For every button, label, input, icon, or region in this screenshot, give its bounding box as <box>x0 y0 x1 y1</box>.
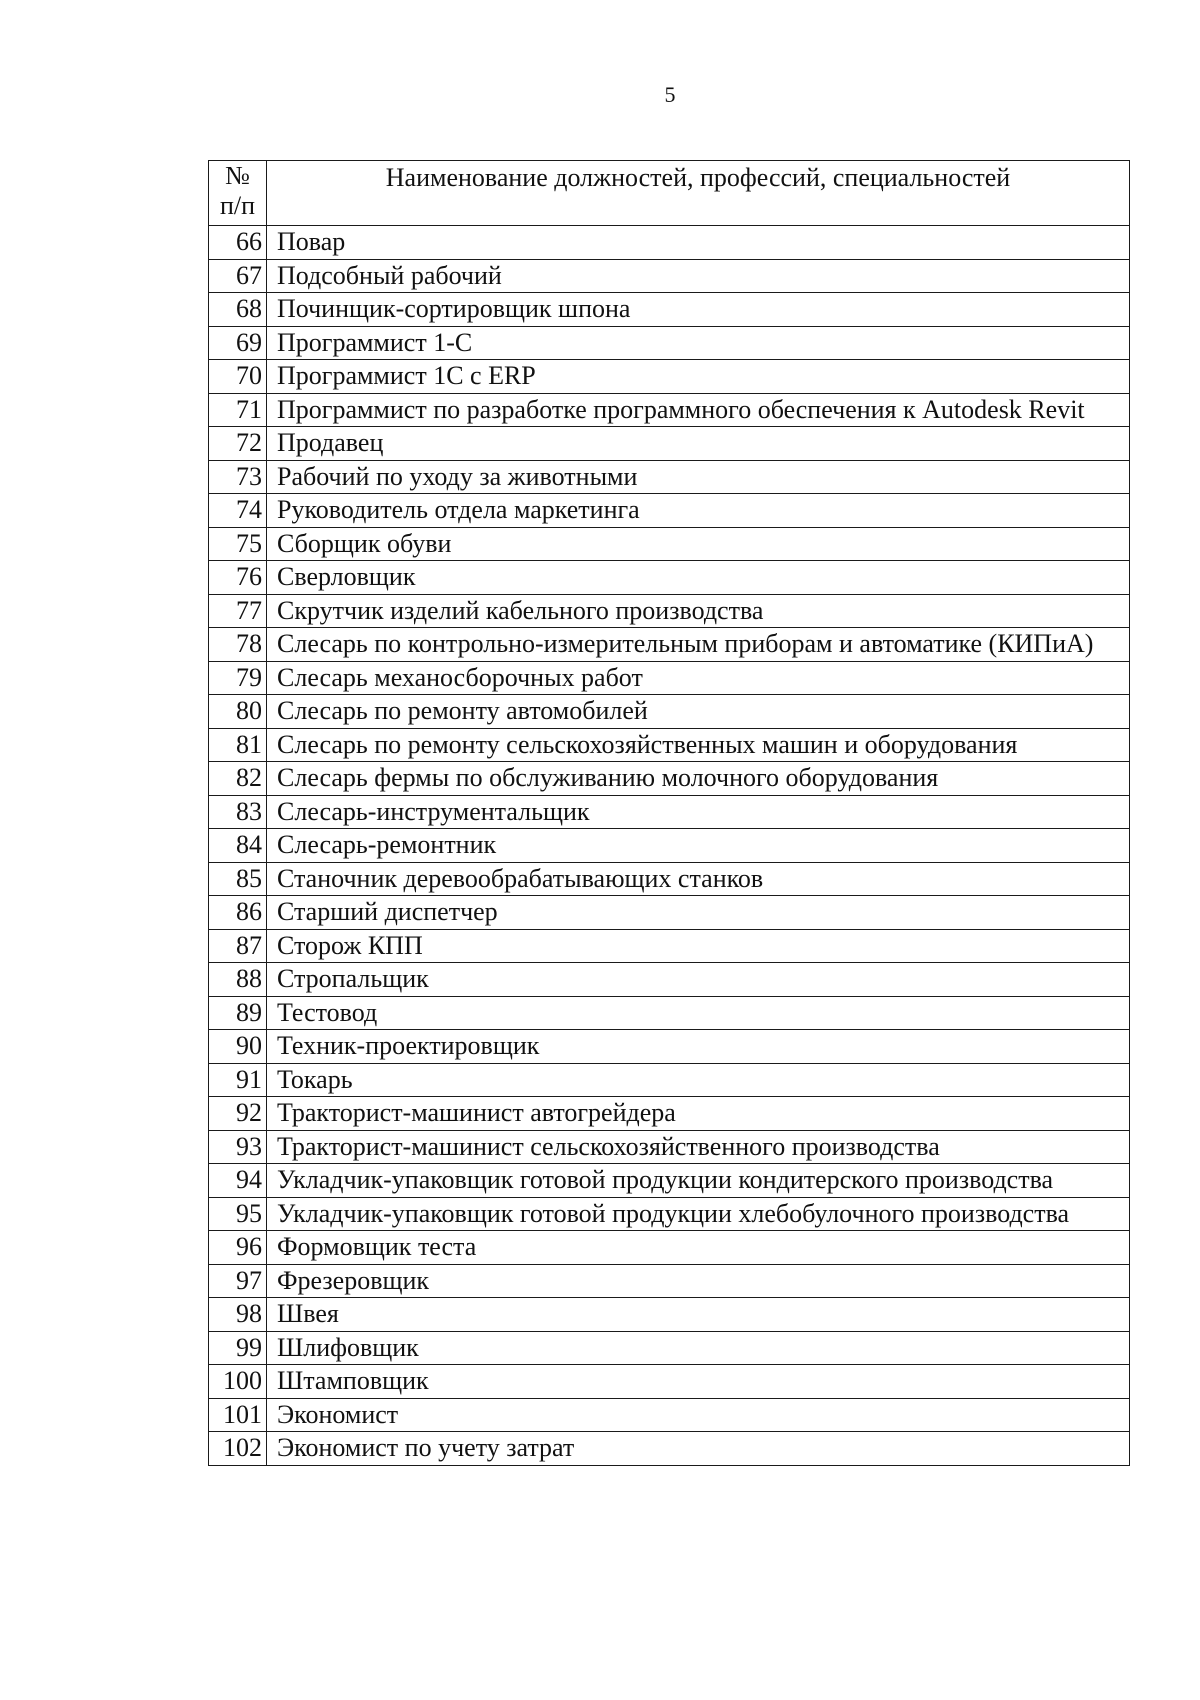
profession-name: Рабочий по уходу за животными <box>267 460 1130 494</box>
profession-name: Экономист по учету затрат <box>267 1432 1130 1466</box>
table-row <box>209 293 1130 327</box>
row-number: 77 <box>209 594 267 628</box>
table-row <box>209 494 1130 528</box>
table-row <box>209 1231 1130 1265</box>
profession-name: Фрезеровщик <box>267 1264 1130 1298</box>
table-row <box>209 594 1130 628</box>
table-row <box>209 460 1130 494</box>
row-number: 99 <box>209 1331 267 1365</box>
row-number: 81 <box>209 728 267 762</box>
table-row <box>209 1164 1130 1198</box>
profession-name: Слесарь по контрольно-измерительным приборам и автоматике (КИПиА) <box>267 628 1130 662</box>
profession-name: Швея <box>267 1298 1130 1332</box>
table-row <box>209 661 1130 695</box>
profession-name: Тестовод <box>267 996 1130 1030</box>
profession-name: Программист 1С с ERP <box>267 360 1130 394</box>
table-row <box>209 1197 1130 1231</box>
row-number: 87 <box>209 929 267 963</box>
profession-name: Сборщик обуви <box>267 527 1130 561</box>
profession-name: Тракторист-машинист автогрейдера <box>267 1097 1130 1131</box>
row-number: 100 <box>209 1365 267 1399</box>
table-row <box>209 1365 1130 1399</box>
profession-name: Продавец <box>267 427 1130 461</box>
profession-name: Программист 1-С <box>267 326 1130 360</box>
profession-name: Станочник деревообрабатывающих станков <box>267 862 1130 896</box>
table-row <box>209 326 1130 360</box>
profession-name: Шлифовщик <box>267 1331 1130 1365</box>
table-body <box>209 226 1130 1466</box>
row-number: 71 <box>209 393 267 427</box>
table-row <box>209 996 1130 1030</box>
row-number: 89 <box>209 996 267 1030</box>
profession-name: Токарь <box>267 1063 1130 1097</box>
row-number: 84 <box>209 829 267 863</box>
row-number: 85 <box>209 862 267 896</box>
row-number: 98 <box>209 1298 267 1332</box>
row-number: 96 <box>209 1231 267 1265</box>
profession-name: Руководитель отдела маркетинга <box>267 494 1130 528</box>
row-number: 97 <box>209 1264 267 1298</box>
profession-name: Слесарь-инструментальщик <box>267 795 1130 829</box>
row-number: 74 <box>209 494 267 528</box>
row-number: 70 <box>209 360 267 394</box>
profession-name: Повар <box>267 226 1130 260</box>
row-number: 78 <box>209 628 267 662</box>
table-row <box>209 1298 1130 1332</box>
row-number: 72 <box>209 427 267 461</box>
table-row <box>209 393 1130 427</box>
row-number: 66 <box>209 226 267 260</box>
profession-name: Подсобный рабочий <box>267 259 1130 293</box>
row-number: 80 <box>209 695 267 729</box>
row-number: 83 <box>209 795 267 829</box>
table-row <box>209 963 1130 997</box>
profession-name: Формовщик теста <box>267 1231 1130 1265</box>
table-row <box>209 1331 1130 1365</box>
row-number: 69 <box>209 326 267 360</box>
profession-name: Слесарь по ремонту сельскохозяйственных машин и оборудования <box>267 728 1130 762</box>
row-number: 86 <box>209 896 267 930</box>
table-row <box>209 862 1130 896</box>
table-row <box>209 226 1130 260</box>
table-row <box>209 829 1130 863</box>
table-row <box>209 795 1130 829</box>
row-number: 82 <box>209 762 267 796</box>
table-row <box>209 527 1130 561</box>
name-column-header: Наименование должностей, профессий, специальностей <box>267 161 1130 226</box>
profession-name: Укладчик-упаковщик готовой продукции кондитерского производства <box>267 1164 1130 1198</box>
row-number: 94 <box>209 1164 267 1198</box>
table-row <box>209 561 1130 595</box>
table-row <box>209 695 1130 729</box>
row-number: 88 <box>209 963 267 997</box>
profession-name: Починщик-сортировщик шпона <box>267 293 1130 327</box>
row-number: 93 <box>209 1130 267 1164</box>
row-number: 67 <box>209 259 267 293</box>
row-number: 101 <box>209 1398 267 1432</box>
table-row <box>209 1063 1130 1097</box>
table-row <box>209 1030 1130 1064</box>
row-number: 91 <box>209 1063 267 1097</box>
table-row <box>209 929 1130 963</box>
table-row <box>209 360 1130 394</box>
number-symbol: № <box>225 161 250 190</box>
table-header <box>209 161 1130 226</box>
profession-name: Слесарь механосборочных работ <box>267 661 1130 695</box>
profession-name: Скрутчик изделий кабельного производства <box>267 594 1130 628</box>
row-number: 95 <box>209 1197 267 1231</box>
table-row <box>209 1398 1130 1432</box>
profession-name: Сверловщик <box>267 561 1130 595</box>
table-row <box>209 1130 1130 1164</box>
row-number: 90 <box>209 1030 267 1064</box>
page-number: 5 <box>664 82 676 107</box>
row-number: 75 <box>209 527 267 561</box>
profession-name: Стропальщик <box>267 963 1130 997</box>
profession-name: Старший диспетчер <box>267 896 1130 930</box>
table-row <box>209 628 1130 662</box>
table-row <box>209 728 1130 762</box>
professions-table <box>208 160 1130 1466</box>
row-number: 92 <box>209 1097 267 1131</box>
profession-name: Штамповщик <box>267 1365 1130 1399</box>
profession-name: Тракторист-машинист сельскохозяйственного производства <box>267 1130 1130 1164</box>
table-row <box>209 1097 1130 1131</box>
row-number: 68 <box>209 293 267 327</box>
profession-name: Укладчик-упаковщик готовой продукции хлебобулочного производства <box>267 1197 1130 1231</box>
profession-name: Слесарь фермы по обслуживанию молочного оборудования <box>267 762 1130 796</box>
table-row <box>209 1264 1130 1298</box>
number-column-header <box>209 161 267 226</box>
table-row <box>209 259 1130 293</box>
row-number: 76 <box>209 561 267 595</box>
table-row <box>209 762 1130 796</box>
table-row <box>209 427 1130 461</box>
profession-name: Слесарь-ремонтник <box>267 829 1130 863</box>
profession-name: Слесарь по ремонту автомобилей <box>267 695 1130 729</box>
table-row <box>209 1432 1130 1466</box>
number-abbrev: п/п <box>219 191 256 220</box>
table-row <box>209 896 1130 930</box>
row-number: 102 <box>209 1432 267 1466</box>
profession-name: Экономист <box>267 1398 1130 1432</box>
row-number: 79 <box>209 661 267 695</box>
profession-name: Техник-проектировщик <box>267 1030 1130 1064</box>
profession-name: Сторож КПП <box>267 929 1130 963</box>
row-number: 73 <box>209 460 267 494</box>
table-header-row <box>209 161 1130 226</box>
profession-name: Программист по разработке программного обеспечения к Autodesk Revit <box>267 393 1130 427</box>
